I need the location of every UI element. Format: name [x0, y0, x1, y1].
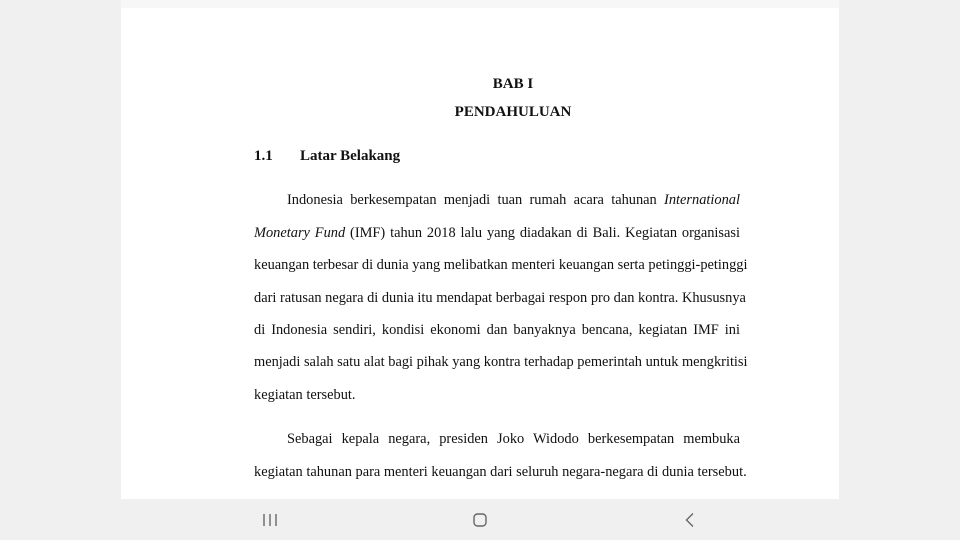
back-icon — [682, 512, 698, 528]
section-heading — [254, 148, 400, 165]
paragraph-1-line-2 — [254, 224, 740, 242]
paragraph-1-line-1 — [287, 191, 740, 209]
paragraph-1-line-3: keuangan terbesar di dunia yang melibatkan menteri keuangan serta petinggi-petinggi — [254, 257, 748, 273]
previous-page-edge — [121, 0, 839, 8]
paragraph-1-line-4: dari ratusan negara di dunia itu mendapat berbagai respon pro dan kontra. Khususnya — [254, 290, 746, 306]
recents-button[interactable] — [258, 509, 282, 531]
paragraph-italic-text: Monetary Fund — [254, 225, 346, 241]
section-title: Latar Belakang — [300, 148, 401, 164]
android-navigation-bar — [0, 499, 960, 540]
chapter-title: PENDAHULUAN — [454, 104, 572, 120]
paragraph-italic-text: International — [664, 192, 740, 208]
paragraph-2-line-1: Sebagai kepala negara, presiden Joko Widodo berkesempatan membuka — [287, 431, 740, 447]
back-button[interactable] — [678, 509, 702, 531]
section-number: 1.1 — [254, 148, 273, 164]
paragraph-text: (IMF) tahun 2018 lalu yang diadakan di Bali. Kegiatan organisasi — [350, 225, 740, 241]
recents-icon — [262, 512, 278, 528]
document-page[interactable] — [121, 8, 839, 499]
paragraph-2-line-2: kegiatan tahunan para menteri keuangan dari seluruh negara-negara di dunia tersebut. — [254, 464, 747, 480]
chapter-number: BAB I — [492, 76, 534, 92]
paragraph-text: Indonesia berkesempatan menjadi tuan rumah acara tahunan — [287, 192, 657, 208]
paragraph-1-line-7: kegiatan tersebut. — [254, 387, 356, 403]
paragraph-1-line-5: di Indonesia sendiri, kondisi ekonomi dan banyaknya bencana, kegiatan IMF ini — [254, 322, 740, 338]
home-icon — [472, 512, 488, 528]
home-button[interactable] — [468, 509, 492, 531]
paragraph-1-line-6: menjadi salah satu alat bagi pihak yang kontra terhadap pemerintah untuk mengkritisi — [254, 354, 748, 370]
